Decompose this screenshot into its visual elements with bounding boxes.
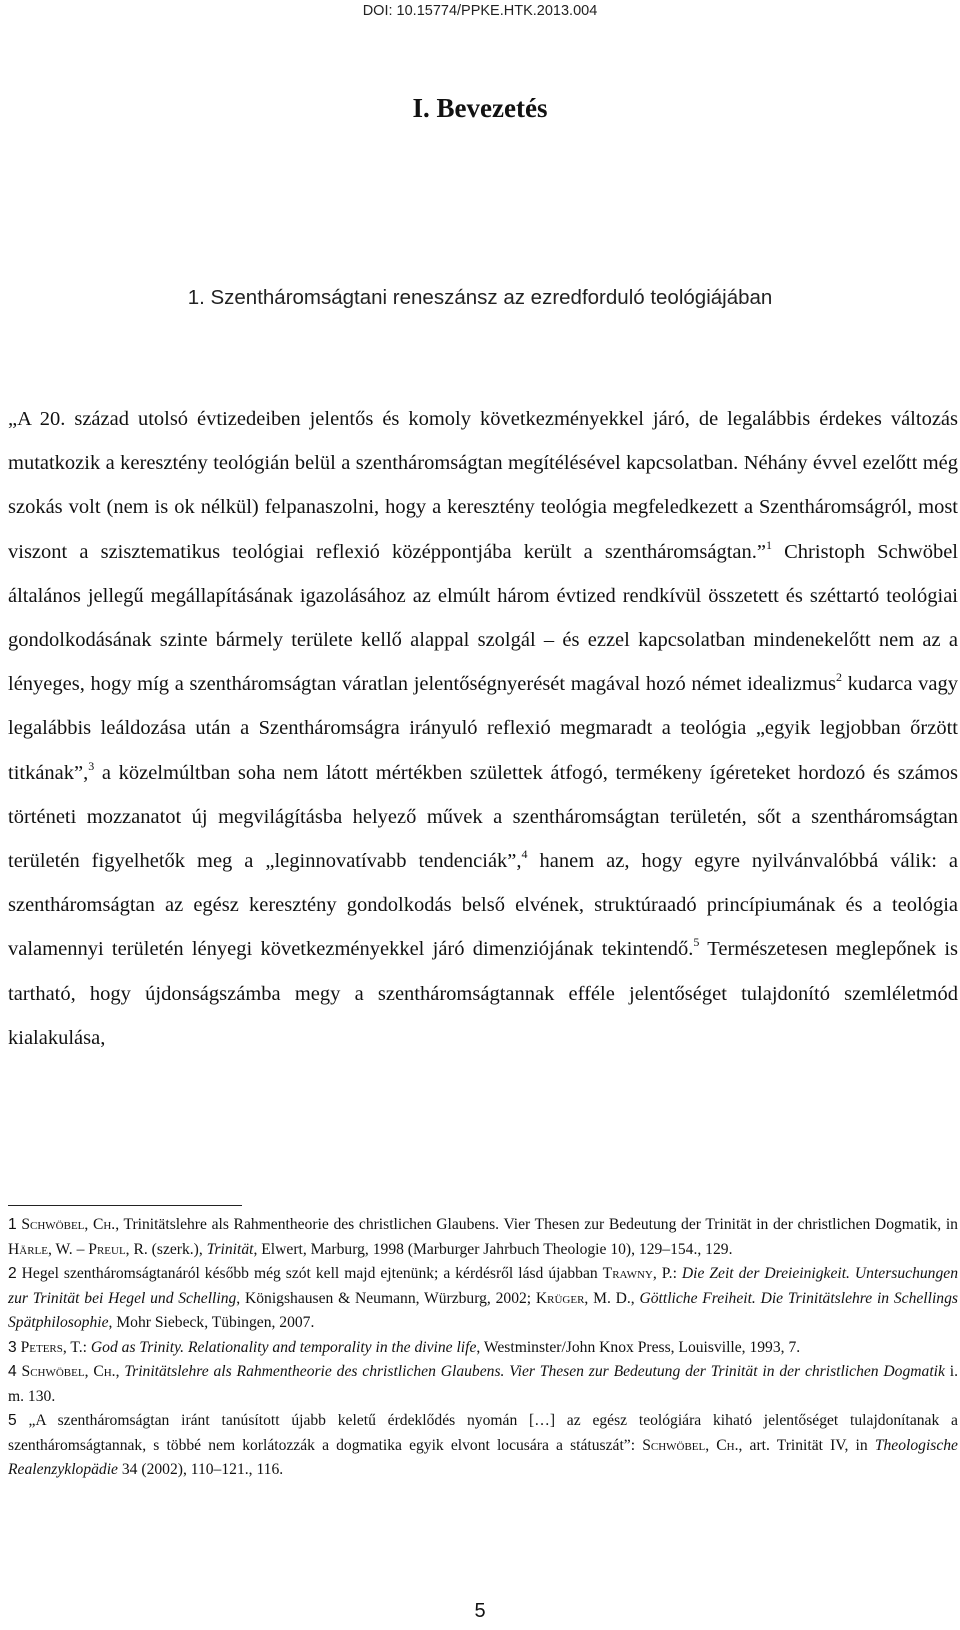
footnote-text: , Mohr Siebeck, Tübingen, 2007. [108,1314,315,1331]
work-title: Die Zeit der Dreieinigkeit. Untersuchungen zur Trinität bei Hegel und Schelling [8,1265,958,1307]
author-name: Peters, T. [20,1338,83,1356]
footnote-text: , Trinitätslehre als Rahmentheorie des christlichen Glaubens. Vier Thesen zur Bedeutung der Trinität in der christlichen Dogmatik, in [115,1216,958,1233]
footnote-number: 5 [8,1412,17,1429]
footnote-text: 34 (2002), 110–121., 116. [117,1461,284,1478]
footnote-text: , [115,1363,125,1380]
footnote-separator [8,1205,242,1206]
paragraph-text: a közelmúltban soha nem látott mértékben születtek átfogó, termékeny ígéreteket hordozó és számos történeti mozzanatot új megvilágításba helyező művek a szentháromságtan területén, sőt a szentháromságtan területén figyelhetők meg a „leginnovatívabb tendenciák”, [8,761,958,873]
footnote-3 [8,1336,958,1361]
footnote-text: (szerk.), [147,1240,207,1258]
footnote-number: 3 [8,1338,17,1356]
footnote-5 [8,1409,958,1483]
author-name: Härle, W. [8,1240,73,1258]
footnote-text: , [630,1289,640,1307]
footnote-number: 4 [8,1363,17,1380]
footnote-1 [8,1213,958,1262]
work-title: Göttliche Freiheit. Die Trinitätslehre in Schellings Spätphilosophie [8,1289,958,1331]
footnote-4 [8,1360,958,1409]
footnote-ref[interactable]: 3 [88,758,95,773]
footnote-text: Hegel szentháromságtanáról később még szót kell majd ejtenünk; a kérdésről lásd újabban [21,1265,603,1282]
footnote-text: : [672,1265,682,1282]
footnote-text: – [72,1240,89,1258]
footnotes [8,1213,958,1483]
footnote-text: : [82,1338,91,1356]
author-name: Trawny, P. [602,1265,673,1282]
page-number: 5 [474,1600,486,1622]
footnote-text: , art. Trinität IV, in [738,1436,875,1454]
footnote-ref[interactable]: 1 [766,537,772,552]
footnote-text: „A szentháromságtan iránt tanúsított újabb keletű érdeklődés nyomán […] az egész teológiára kiható jelentőséget tulajdonítanak a szentháromságtannak, s többé nem korlátozzák a dogmatika egyik elvont locusára a státuszát”: [8,1412,958,1454]
footnote-text: i. m. 130. [8,1363,958,1405]
footnote-text: , Westminster/John Knox Press, Louisville, 1993, 7. [476,1338,801,1356]
work-title: Trinitätslehre als Rahmentheorie des christlichen Glaubens. Vier Thesen zur Bedeutung der Trinität in der christlichen Dogmatik [124,1363,945,1380]
footnote-ref[interactable]: 5 [693,935,700,950]
work-title: Trinität [206,1240,254,1258]
paragraph-text: Christoph Schwöbel általános jellegű megállapításának igazolásához az elmúlt három évtized rendkívül összetett és széttartó teológiai gondolkodásának szinte bármely területe kellő alappal szolgál – és ezzel kapcsolatban mindenekelőtt nem az a lényeges, hogy míg a szentháromságtan váratlan jelentőségnyerését magával hozó német idealizmus [8,540,958,696]
footnote-ref[interactable]: 4 [521,847,528,862]
section-title: 1. Szentháromságtani reneszánsz az ezredforduló teológiájában [187,286,773,309]
author-name: Schwöbel, Ch. [21,1216,116,1233]
author-name: Schwöbel, Ch. [642,1436,739,1454]
paragraph-text: Természetesen meglepőnek is tartható, hogy újdonságszámba megy a szentháromságtannak efféle jelentőséget tulajdonító szemléletmód kialakulása, [8,938,958,1049]
author-name: Schwöbel, Ch. [21,1363,116,1380]
footnote-number: 2 [8,1265,17,1282]
body-paragraph [8,397,958,1060]
paragraph-text: kudarca vagy legalábbis leáldozása után a Szentháromságra irányuló reflexió megmaradt a teológia „egyik legjobban őrzött titkának”, [8,673,958,784]
footnote-number: 1 [8,1216,17,1233]
author-name: Preul, R. [88,1240,148,1258]
paragraph-text: „A 20. század utolsó évtizedeiben jelentős és komoly következményekkel járó, de legalábbis érdekes változás mutatkozik a keresztény teológián belül a szentháromságtan megítélésével kapcsolatban. Néhány évvel ezelőtt még szokás volt (nem is ok nélkül) felpanaszolni, hogy a keresztény teológia megfeledkezett a Szentháromságról, most viszont a szisztematikus teológiai reflexió középpontjába került a szentháromságtan.” [8,408,958,563]
paragraph-text: hanem az, hogy egyre nyilvánvalóbbá válik: a szentháromságtan az egész keresztény gondolkodás belső elvének, struktúraadó princípiumának és a teológia valamennyi területén lényegi következményekkel járó dimenziójának tekintendő. [8,850,958,961]
work-title: Theologische Realenzyklopädie [8,1436,958,1478]
footnote-2 [8,1262,958,1336]
footnote-ref[interactable]: 2 [835,670,842,685]
footnote-text: , Königshausen & Neumann, Würzburg, 2002; [236,1289,536,1307]
doi-header: DOI: 10.15774/PPKE.HTK.2013.004 [362,3,598,19]
author-name: Krüger, M. D. [535,1289,631,1307]
chapter-title: I. Bevezetés [412,93,548,123]
work-title: God as Trinity. Relationality and temporality in the divine life [90,1338,477,1356]
footnote-text: , Elwert, Marburg, 1998 (Marburger Jahrbuch Theologie 10), 129–154., 129. [253,1240,733,1258]
